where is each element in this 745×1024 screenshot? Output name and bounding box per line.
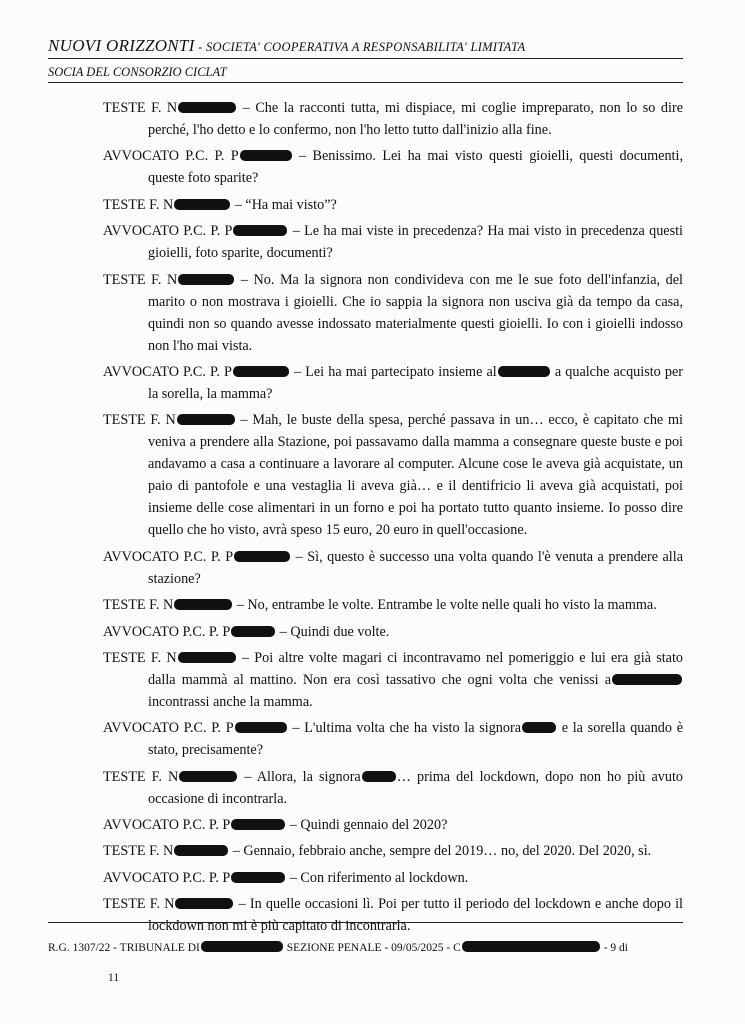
entry-text: – In quelle occasioni lì. Poi per tutto il periodo del lockdown e anche dopo il lockdown non mi è più capitato di incontrarla. (148, 896, 683, 935)
footer-divider (48, 922, 683, 923)
entry-text: – Benissimo. Lei ha mai visto questi gioielli, questi documenti, queste foto sparite? (148, 148, 683, 187)
consortium-line: SOCIA DEL CONSORZIO CICLAT (48, 65, 227, 79)
redaction-mark (235, 722, 287, 733)
speaker-label: TESTE F. N (103, 768, 179, 785)
entry-text: – No, entrambe le volte. Entrambe le volte nelle quali ho visto la mamma. (233, 597, 657, 614)
entry-text: – No. Ma la signora non condivideva con me le sue foto dell'infanzia, del marito o non mostrava i gioielli. Che io sappia la signora non usciva già da tempo da casa, quindi non so quando avesse indossato materialmente questi gioielli. Io con i gioielli indosso non l'ho mai vista. (148, 271, 683, 354)
entry-text: – Quindi gennaio del 2020? (286, 817, 448, 834)
redaction-mark (174, 599, 232, 610)
redaction-mark (462, 941, 600, 952)
transcript-entry (103, 840, 683, 862)
entry-text: – Lei ha mai partecipato insieme al (289, 363, 497, 380)
transcript-body (103, 97, 683, 942)
entry-text: – Le ha mai viste in precedenza? Ha mai visto in precedenza questi gioielli, foto sparite, documenti? (148, 223, 683, 262)
speaker-label: TESTE F. N (103, 412, 176, 429)
redaction-mark (231, 626, 275, 637)
speaker-label: TESTE F. N (103, 649, 177, 666)
speaker-label: TESTE F. N (103, 597, 174, 614)
org-name: NUOVI ORIZZONTI (48, 36, 195, 55)
redaction-mark (362, 771, 396, 782)
redaction-mark (231, 819, 285, 830)
speaker-label: AVVOCATO P.C. P. P (103, 623, 231, 640)
speaker-label: TESTE F. N (103, 271, 178, 288)
transcript-entry (103, 145, 683, 189)
redaction-mark (201, 941, 283, 952)
redaction-mark (233, 366, 289, 377)
speaker-label: TESTE F. N (103, 100, 178, 116)
entry-text: – Poi altre volte magari ci incontravamo nel pomeriggio e lui era già stato dalla mammà al mattino. Non era così tassativo che ogni volta che venissi a (148, 649, 684, 688)
entry-text: – L'ultima volta che ha visto la signora (287, 720, 522, 737)
entry-text: – Mah, le buste della spesa, perché passava in un… ecco, è capitato che mi veniva a prendere alla Stazione, poi passavamo dalla mamma a consegnare queste buste e poi andavamo a casa a continuare a lavorare al computer. Alcune cose le aveva già acquistate, un paio di pantofole e una vestaglia li aveva già… e il dentifricio li aveva già acquistati, poi insieme delle cose alimentari in un forno e poi ha portato tutto quanto insieme. Io posso dire quello che ho visto, avrà speso 15 euro, 20 euro in quell'occasione. (148, 412, 683, 539)
redaction-mark (174, 845, 228, 856)
entry-text: – Con riferimento al lockdown. (286, 869, 469, 886)
header-divider (48, 82, 683, 83)
footer-case-line (48, 933, 688, 963)
transcript-entry (103, 867, 683, 889)
transcript-entry (103, 766, 683, 810)
speaker-label: AVVOCATO P.C. P. P (103, 223, 233, 240)
speaker-label: AVVOCATO P.C. P. P (103, 548, 234, 565)
transcript-entry (103, 893, 683, 937)
transcript-entry (103, 269, 683, 357)
transcript-entry (103, 97, 683, 141)
redaction-mark (178, 652, 236, 663)
org-description: - SOCIETA' COOPERATIVA A RESPONSABILITA' LIMITATA (194, 40, 526, 54)
speaker-label: AVVOCATO P.C. P. P (103, 817, 231, 834)
court-section: SEZIONE PENALE - 09/05/2025 - C (283, 942, 461, 954)
transcript-entry (103, 621, 683, 643)
entry-text: … prima del lockdown, dopo non ho più avuto occasione di incontrarla. (148, 768, 684, 807)
transcript-entry (103, 814, 683, 836)
page-total: 11 (108, 972, 120, 984)
speaker-label: TESTE F. N (103, 843, 174, 860)
redaction-mark (178, 102, 236, 113)
redaction-mark (234, 551, 290, 562)
speaker-label: AVVOCATO P.C. P. P (103, 869, 231, 886)
transcript-entry (103, 594, 683, 616)
header-divider (48, 58, 683, 59)
redaction-mark (174, 199, 230, 210)
speaker-label: TESTE F. N (103, 896, 175, 913)
entry-text: e la sorella quando è stato, precisamente? (148, 720, 683, 759)
entry-text: – Che la racconti tutta, mi dispiace, mi coglie impreparato, non lo so dire perché, l'ho detto e lo confermo, non l'ho letto tutto dall'inizio alla fine. (148, 100, 683, 138)
speaker-label: AVVOCATO P.C. P. P (103, 720, 234, 737)
redaction-mark (178, 274, 234, 285)
entry-text: – Sì, questo è successo una volta quando l'è venuta a prendere alla stazione? (148, 548, 683, 587)
speaker-label: AVVOCATO P.C. P. P (103, 148, 239, 165)
redaction-mark (179, 771, 237, 782)
entry-text: – Quindi due volte. (276, 623, 390, 640)
speaker-label: AVVOCATO P.C. P. P (103, 363, 232, 380)
redaction-mark (498, 366, 550, 377)
transcript-entry (103, 194, 683, 216)
case-number: R.G. 1307/22 - TRIBUNALE DI (48, 942, 200, 954)
redaction-mark (612, 674, 682, 685)
transcript-entry (103, 361, 683, 405)
redaction-mark (233, 225, 287, 236)
redaction-mark (231, 872, 285, 883)
page-footer (48, 933, 688, 993)
transcript-entry (103, 717, 683, 761)
transcript-entry (103, 546, 683, 590)
entry-text: a qualche acquisto per la sorella, la mamma? (148, 363, 683, 402)
redaction-mark (240, 150, 292, 161)
entry-text: incontrassi anche la mamma. (148, 693, 313, 710)
transcript-entry (103, 647, 683, 713)
entry-text: – Gennaio, febbraio anche, sempre del 2019… no, del 2020. Del 2020, sì. (229, 843, 652, 860)
redaction-mark (177, 414, 235, 425)
redaction-mark (175, 898, 233, 909)
redaction-mark (522, 722, 556, 733)
entry-text: – “Ha mai visto”? (231, 196, 337, 213)
transcript-entry (103, 409, 683, 541)
speaker-label: TESTE F. N (103, 196, 174, 213)
header-title (48, 36, 525, 56)
page-number: - 9 di (600, 942, 628, 954)
transcript-entry (103, 220, 683, 264)
entry-text: – Allora, la signora (238, 768, 361, 785)
